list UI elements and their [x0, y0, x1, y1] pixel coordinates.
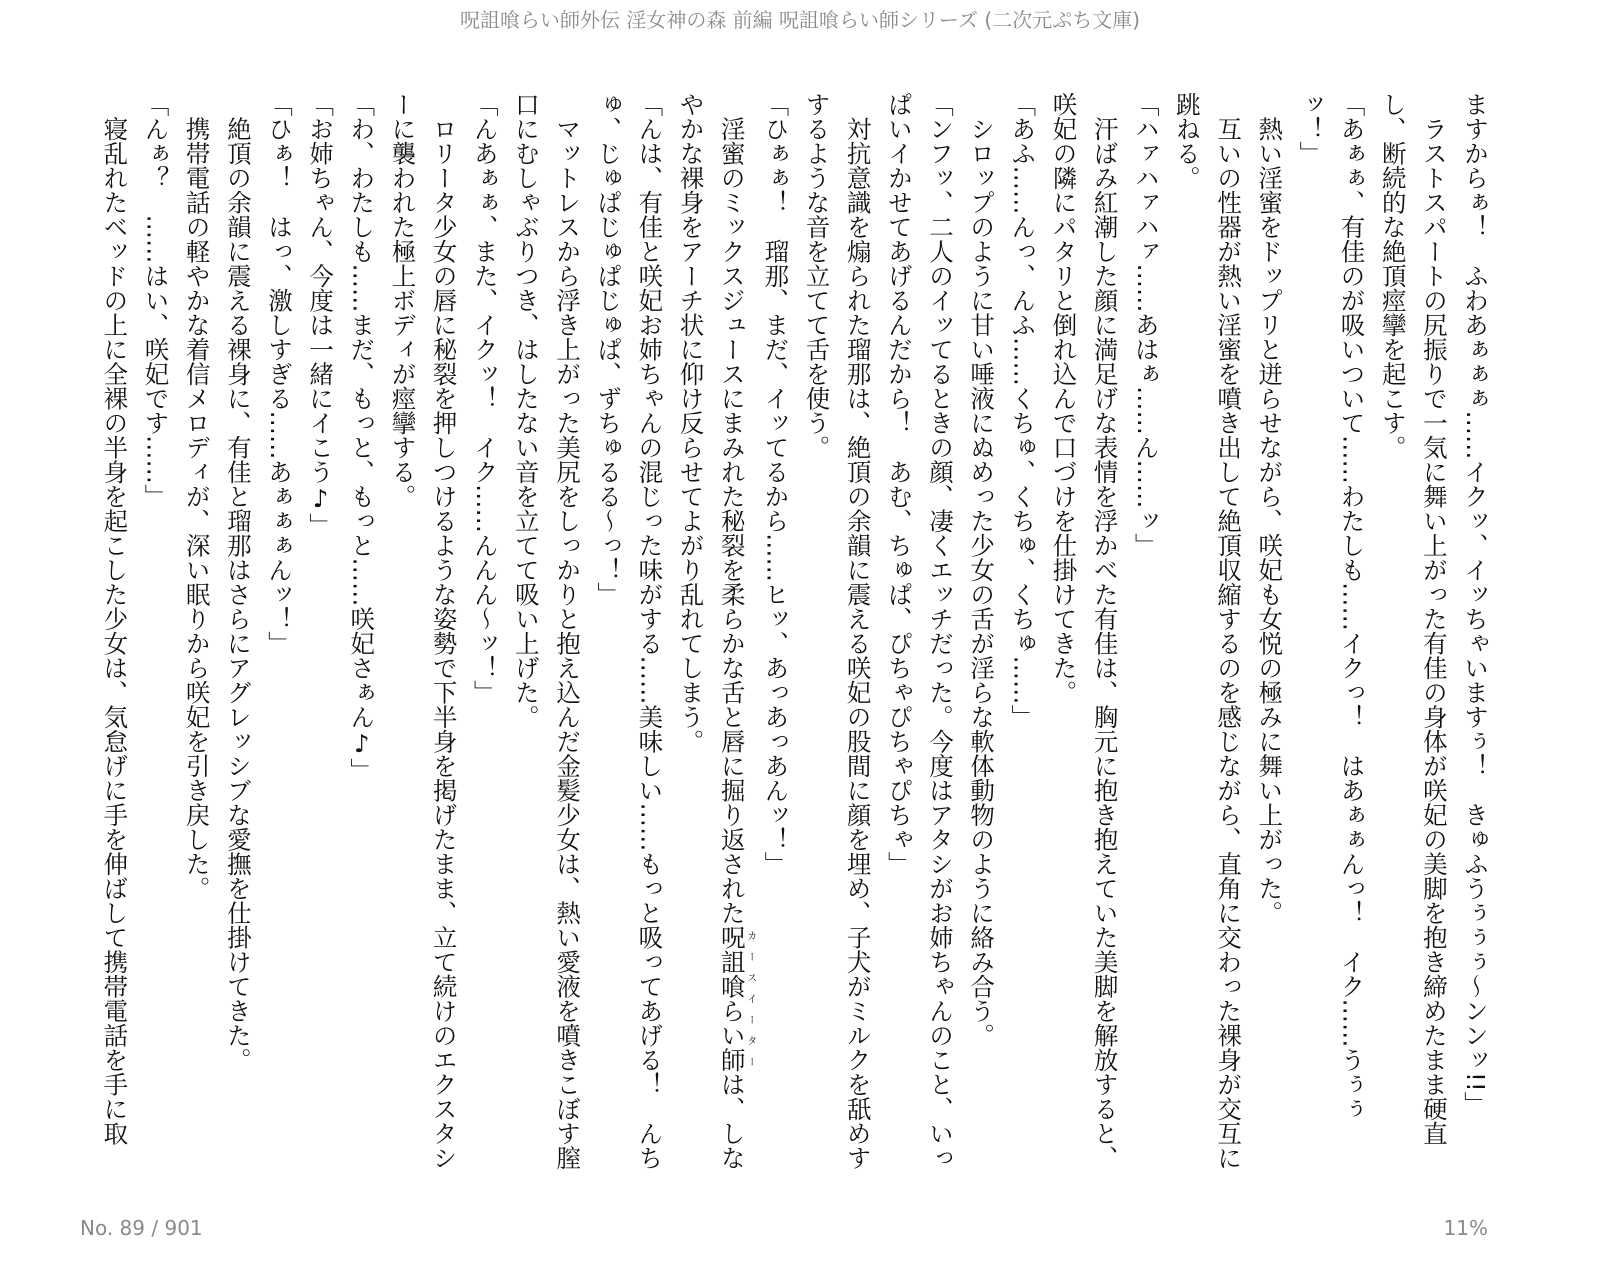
- reading-progress: 11%: [1443, 1216, 1488, 1240]
- book-title: 呪詛喰らい師外伝 淫女神の森 前編 呪詛喰らい師シリーズ (二次元ぷち文庫): [459, 8, 1141, 32]
- page-text: [94, 92, 1496, 1182]
- text-column: 「ひぁ！ はっ、激しすぎる……あぁぁぁんッ！」: [264, 92, 294, 656]
- text-column: 跳ねる。: [1172, 92, 1202, 190]
- text-column: ラストスパートの尻振りで一気に舞い上がった有佳の身体が咲妃の美脚を抱き締めたまま硬直: [1419, 92, 1449, 1146]
- text-column: シロップのように甘い唾液にぬめった少女の舌が淫らな軟体動物のように絡み合う。: [967, 92, 997, 1048]
- text-column: 寝乱れたベッドの上に全裸の半身を起こした少女は、気怠げに手を伸ばして携帯電話を手に取: [100, 92, 130, 1146]
- text-column: マットレスから浮き上がった美尻をしっかりと抱え込んだ金髪少女は、熱い愛液を噴きこぼす膣: [553, 92, 583, 1170]
- ruby-reading: カースイーター: [744, 925, 756, 1072]
- text-column: ーに襲われた極上ボディが痙攣する。: [388, 92, 418, 509]
- column-text-after: は、しな: [717, 1072, 747, 1170]
- ruby-annotated-term: [717, 925, 756, 1072]
- text-column: 互いの性器が熱い淫蜜を噴き出して絶頂収縮するのを感じながら、直角に交わった裸身が交互に: [1214, 92, 1244, 1170]
- text-column: 咲妃の隣にパタリと倒れ込んで口づけを仕掛けてきた。: [1049, 92, 1079, 705]
- location-indicator[interactable]: No. 89 / 901: [80, 1216, 203, 1240]
- column-text-before: 淫蜜のミックスジュースにまみれた秘裂を柔らかな舌と唇に掘り返された: [717, 92, 747, 925]
- text-column: 「んあぁぁ、また、イクッ！ イク……んんん～ッ！」: [470, 92, 500, 705]
- text-column: 対抗意識を煽られた瑠那は、絶頂の余韻に震える咲妃の股間に顔を埋め、子犬がミルクを舐めす: [843, 92, 873, 1170]
- text-column: 「ひぁぁ！ 瑠那、まだ、イッてるから……ヒッ、あっあっあんッ！」: [761, 92, 791, 876]
- text-column: するような音を立てて舌を使う。: [802, 92, 832, 460]
- text-column: 「あふ……んっ、んふ……くちゅ、くちゅ、くちゅ……」: [1008, 92, 1038, 729]
- text-column: ロリータ少女の唇に秘裂を押しつけるような姿勢で下半身を掲げたまま、立て続けのエクスタシ: [429, 92, 459, 1170]
- text-column: ますからぁ！ ふわあぁぁぁ……イクッ、イッちゃいますぅ！ きゅふうぅぅぅ～ンンッ!!」: [1461, 92, 1490, 1117]
- text-column-with-ruby: [712, 92, 756, 1182]
- text-column: 「んは、有佳と咲妃お姉ちゃんの混じった味がする……美味しい……もっと吸ってあげる！ んち: [635, 92, 665, 1170]
- text-column: ゅ、じゅぱじゅぱじゅぱ、ずちゅるる～っ！」: [594, 92, 624, 607]
- text-column: 「ハァハァハァ……あはぁ……ん……ッ」: [1131, 92, 1161, 558]
- text-column: 「お姉ちゃん、今度は一緒にイこう♪」: [306, 92, 336, 538]
- text-column: 携帯電話の軽やかな着信メロディが、深い眠りから咲妃を引き戻した。: [182, 92, 212, 901]
- text-column: 絶頂の余韻に震える裸身に、有佳と瑠那はさらにアグレッシブな愛撫を仕掛けてきた。: [223, 92, 253, 1072]
- ruby-base: 呪詛喰らい師: [717, 925, 747, 1072]
- text-column: ぱいイかせてあげるんだから！ あむ、ちゅぱ、ぴちゃぴちゃぴちゃ」: [884, 92, 914, 876]
- text-column: 「わ、わたしも……まだ、もっと、もっと……咲妃さぁん♪」: [347, 92, 377, 783]
- text-column: やかな裸身をアーチ状に仰け反らせてよがり乱れてしまう。: [676, 92, 706, 754]
- text-column: 「あぁぁ、有佳のが吸いついて……わたしも……イクっ！ はあぁぁんっ！ イク……うぅぅ: [1337, 92, 1367, 1121]
- text-column: 汗ばみ紅潮した顔に満足げな表情を浮かべた有佳は、胸元に抱き抱えていた美脚を解放すると、: [1090, 92, 1120, 1170]
- text-column: 口にむしゃぶりつき、はしたない音を立てて吸い上げた。: [511, 92, 541, 729]
- text-column: 「ンフッ、二人のイッてるときの顔、凄くエッチだった。今度はアタシがお姉ちゃんのこと、いっ: [925, 92, 955, 1170]
- text-column: し、断続的な絶頂痙攣を起こす。: [1378, 92, 1408, 460]
- text-column: 「んぁ？ ……はい、咲妃です……」: [141, 92, 171, 509]
- text-column: ッ！」: [1296, 92, 1326, 166]
- text-column: 熱い淫蜜をドップリと迸らせながら、咲妃も女悦の極みに舞い上がった。: [1255, 92, 1285, 925]
